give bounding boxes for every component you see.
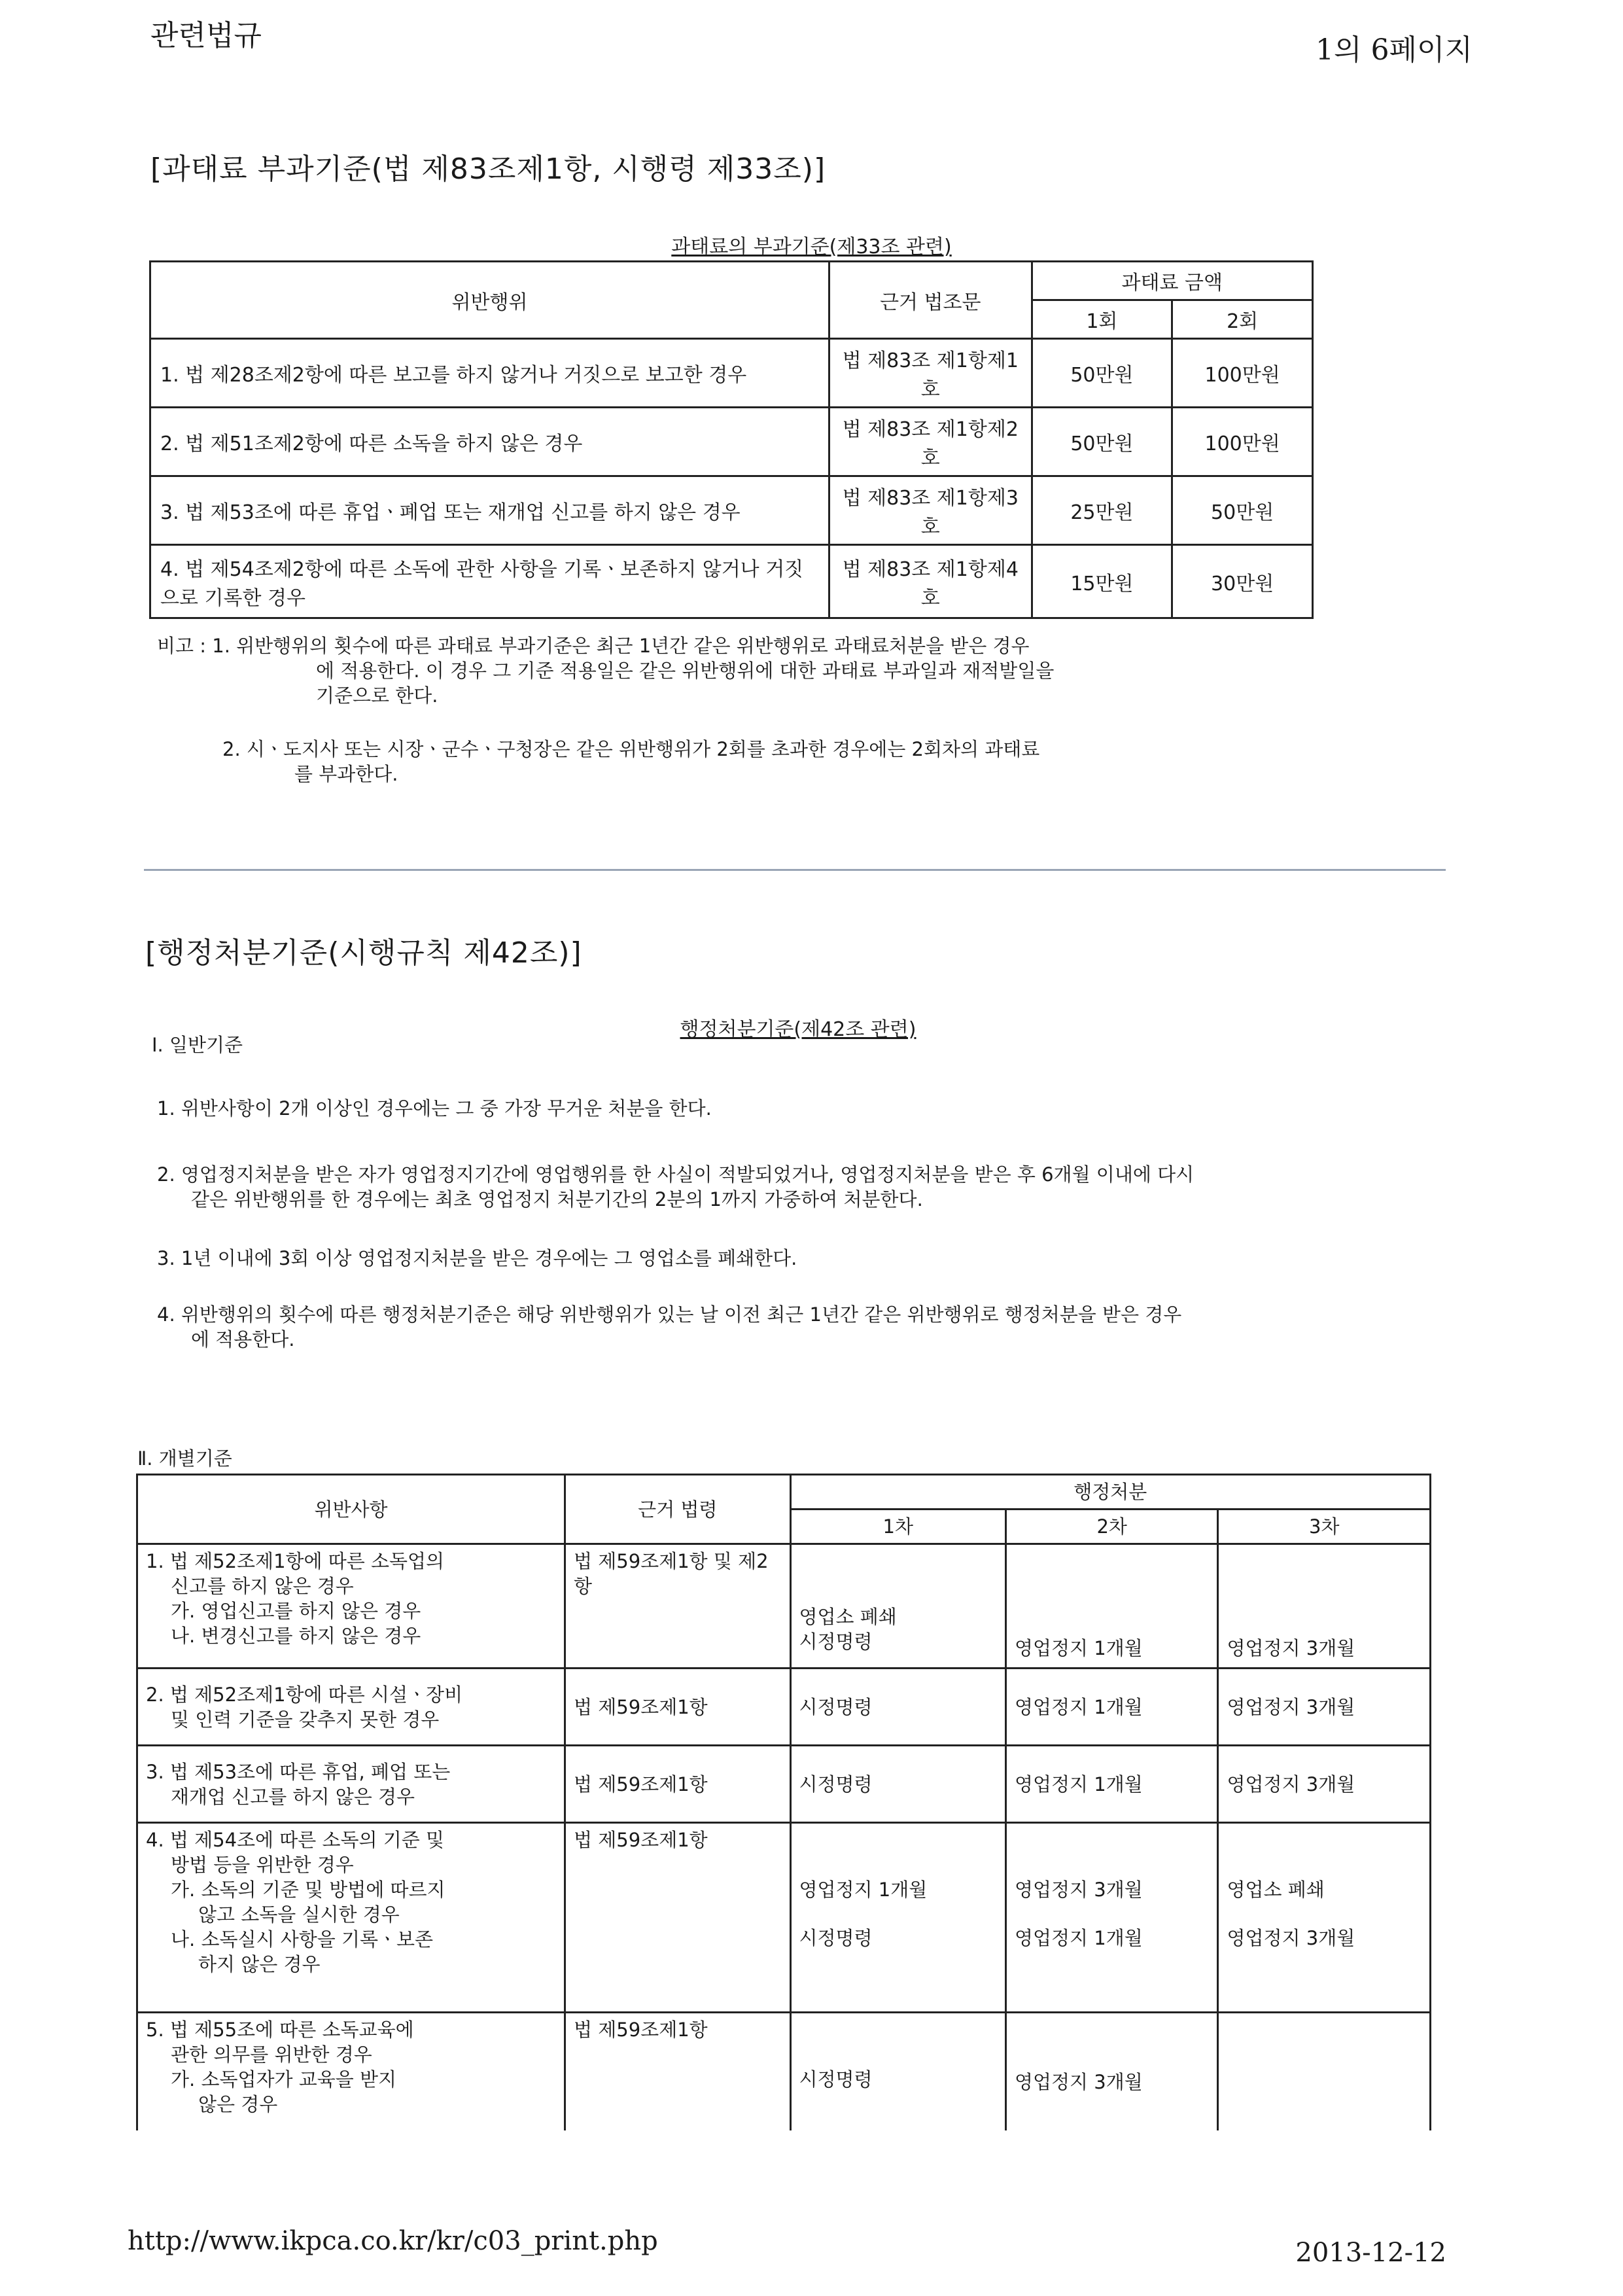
- action-value: 시정명령: [799, 2068, 873, 2091]
- header-second: 2회: [1172, 300, 1313, 339]
- sub-item: 가. 소독업자가 교육을 받지: [171, 2068, 397, 2091]
- action-value: 영업정지 1개월: [1014, 1927, 1143, 1949]
- second-amount-cell: 30만원: [1172, 545, 1313, 618]
- sub-item: 나. 소독실시 사항을 기록ㆍ보존: [171, 1928, 434, 1951]
- basis-cell: 법 제59조제1항: [565, 1669, 790, 1746]
- admin-table-caption: 행정처분기준(제42조 관련): [680, 1018, 916, 1041]
- table-row: [137, 1746, 1431, 1823]
- sub-item: 가. 영업신고를 하지 않은 경우: [171, 1600, 421, 1622]
- action-value: 시정명령: [799, 1927, 873, 1949]
- notes-block: [157, 633, 1054, 786]
- first-amount-cell: 50만원: [1032, 339, 1172, 408]
- table-row: [137, 1669, 1431, 1746]
- first-action-cell: [790, 1823, 1005, 2013]
- note-1-line-1: 1. 위반행위의 횟수에 따른 과태료 부과기준은 최근 1년간 같은 위반행위로 과태료처분을 받은 경우: [212, 635, 1030, 657]
- note-2-line-1: 2. 시ㆍ도지사 또는 시장ㆍ군수ㆍ구청장은 같은 위반행위가 2회를 초과한 경우에는 2회차의 과태료: [222, 738, 1040, 760]
- header-amount: 과태료 금액: [1032, 262, 1312, 300]
- violation-cell: 2. 법 제51조제2항에 따른 소독을 하지 않은 경우: [150, 408, 829, 476]
- violation-line: 5. 법 제55조에 따른 소독교육에: [146, 2019, 414, 2041]
- violation-cell: 4. 법 제54조제2항에 따른 소독에 관한 사항을 기록ㆍ보존하지 않거나 거짓으로 기록한 경우: [150, 545, 829, 618]
- note-1-line-3: 기준으로 한다.: [316, 684, 438, 707]
- footer-url: http://www.ikpca.co.kr/kr/c03_print.php: [128, 2226, 658, 2256]
- action-value: 영업정지 3개월: [1227, 1927, 1355, 1949]
- third-action-cell: 영업정지 3개월: [1218, 1669, 1431, 1746]
- first-action-cell: [790, 2013, 1005, 2130]
- fine-section-title: [과태료 부과기준(법 제83조제1항, 시행령 제33조)]: [150, 152, 826, 186]
- first-action-cell: 시정명령: [790, 1746, 1005, 1823]
- header-violation: 위반사항: [137, 1475, 565, 1544]
- notes-prefix: 비고 :: [157, 635, 213, 657]
- third-action-cell: [1218, 2013, 1431, 2130]
- violation-line: 관한 의무를 위반한 경우: [171, 2043, 372, 2066]
- fine-table-caption: 과태료의 부과기준(제33조 관련): [671, 236, 952, 258]
- general-heading: Ⅰ. 일반기준: [152, 1034, 243, 1056]
- violation-cell: [137, 1669, 565, 1746]
- sub-item: 가. 소독의 기준 및 방법에 따르지: [171, 1879, 445, 1901]
- table-row: [137, 1823, 1431, 2013]
- violation-line: 신고를 하지 않은 경우: [171, 1575, 354, 1597]
- third-action-cell: [1218, 1544, 1431, 1669]
- violation-line: 방법 등을 위반한 경우: [171, 1854, 354, 1876]
- header-first: 1차: [790, 1510, 1005, 1544]
- sub-item: 않고 소독을 실시한 경우: [198, 1903, 400, 1926]
- header-action: 행정처분: [790, 1475, 1431, 1510]
- page-indicator: 1의 6페이지: [1316, 33, 1473, 67]
- header-basis: 근거 법령: [565, 1475, 790, 1544]
- action-value: 영업정지 3개월: [1227, 1637, 1355, 1659]
- general-item-2-line-1: 2. 영업정지처분을 받은 자가 영업정지기간에 영업행위를 한 사실이 적발되었거나, 영업정지처분을 받은 후 6개월 이내에 다시: [157, 1163, 1195, 1186]
- action-value: 영업정지 3개월: [1014, 1879, 1143, 1901]
- table-row: [150, 339, 1313, 408]
- admin-table: [136, 1474, 1431, 2130]
- basis-cell: 법 제59조제1항: [565, 2013, 790, 2130]
- second-action-cell: [1005, 1544, 1217, 1669]
- action-value: 영업소 폐쇄: [1227, 1879, 1325, 1901]
- basis-cell: 법 제83조 제1항제4호: [829, 545, 1032, 618]
- action-value: 시정명령: [799, 1631, 873, 1653]
- violation-line: 1. 법 제52조제1항에 따른 소독업의: [146, 1550, 445, 1572]
- note-2-line-2: 를 부과한다.: [294, 763, 398, 785]
- first-amount-cell: 25만원: [1032, 476, 1172, 545]
- fine-table: [149, 260, 1314, 619]
- general-item-3: 3. 1년 이내에 3회 이상 영업정지처분을 받은 경우에는 그 영업소를 폐쇄한다.: [157, 1247, 797, 1269]
- second-action-cell: 영업정지 1개월: [1005, 1669, 1217, 1746]
- action-value: 영업정지 1개월: [799, 1879, 928, 1901]
- first-action-cell: 시정명령: [790, 1669, 1005, 1746]
- action-value: 영업소 폐쇄: [799, 1606, 897, 1628]
- header-second: 2차: [1005, 1510, 1217, 1544]
- first-amount-cell: 50만원: [1032, 408, 1172, 476]
- violation-cell: 3. 법 제53조에 따른 휴업ㆍ폐업 또는 재개업 신고를 하지 않은 경우: [150, 476, 829, 545]
- note-1-line-2: 에 적용한다. 이 경우 그 기준 적용일은 같은 위반행위에 대한 과태료 부과일과 재적발일을: [316, 660, 1055, 682]
- general-item-2-line-2: 같은 위반행위를 한 경우에는 최초 영업정지 처분기간의 2분의 1까지 가중하여 처분한다.: [191, 1188, 923, 1210]
- third-action-cell: [1218, 1823, 1431, 2013]
- general-item-4-line-2: 에 적용한다.: [191, 1328, 295, 1351]
- action-value: 영업정지 1개월: [1014, 1637, 1143, 1659]
- table-row: [137, 2013, 1431, 2130]
- general-item-4: [157, 1302, 1181, 1352]
- second-amount-cell: 100만원: [1172, 339, 1313, 408]
- sub-item: 하지 않은 경우: [198, 1953, 321, 1975]
- violation-line: 4. 법 제54조에 따른 소독의 기준 및: [146, 1829, 445, 1851]
- violation-cell: 1. 법 제28조제2항에 따른 보고를 하지 않거나 거짓으로 보고한 경우: [150, 339, 829, 408]
- header-third: 3차: [1218, 1510, 1431, 1544]
- admin-section-title: [행정처분기준(시행규칙 제42조)]: [145, 936, 582, 970]
- third-action-cell: 영업정지 3개월: [1218, 1746, 1431, 1823]
- basis-cell: 법 제83조 제1항제1호: [829, 339, 1032, 408]
- header-violation: 위반행위: [150, 262, 829, 339]
- violation-line: 및 인력 기준을 갖추지 못한 경우: [171, 1708, 440, 1731]
- second-action-cell: 영업정지 1개월: [1005, 1746, 1217, 1823]
- violation-cell: [137, 1823, 565, 2013]
- table-row: [150, 408, 1313, 476]
- header-basis: 근거 법조문: [829, 262, 1032, 339]
- header-first: 1회: [1032, 300, 1172, 339]
- basis-cell: 법 제83조 제1항제2호: [829, 408, 1032, 476]
- violation-cell: [137, 1544, 565, 1669]
- violation-line: 3. 법 제53조에 따른 휴업, 폐업 또는: [146, 1760, 451, 1783]
- second-action-cell: [1005, 2013, 1217, 2130]
- second-amount-cell: 100만원: [1172, 408, 1313, 476]
- table-row: [150, 545, 1313, 618]
- general-item-2: [157, 1162, 1194, 1212]
- violation-line: 재개업 신고를 하지 않은 경우: [171, 1785, 415, 1808]
- sub-item: 나. 변경신고를 하지 않은 경우: [171, 1625, 421, 1647]
- violation-cell: [137, 1746, 565, 1823]
- table-row: [150, 476, 1313, 545]
- action-value: 영업정지 3개월: [1014, 2071, 1143, 2093]
- general-item-4-line-1: 4. 위반행위의 횟수에 따른 행정처분기준은 해당 위반행위가 있는 날 이전 최근 1년간 같은 위반행위로 행정처분을 받은 경우: [157, 1303, 1182, 1326]
- table-row: [137, 1544, 1431, 1669]
- basis-cell: 법 제59조제1항: [565, 1746, 790, 1823]
- first-amount-cell: 15만원: [1032, 545, 1172, 618]
- violation-cell: [137, 2013, 565, 2130]
- general-item-1: 1. 위반사항이 2개 이상인 경우에는 그 중 가장 무거운 처분을 한다.: [157, 1097, 712, 1120]
- individual-heading: Ⅱ. 개별기준: [137, 1447, 232, 1470]
- section-divider: [144, 869, 1446, 871]
- basis-cell: 법 제59조제1항: [565, 1823, 790, 2013]
- basis-cell: 법 제59조제1항 및 제2항: [565, 1544, 790, 1669]
- header-category: 관련법규: [150, 19, 262, 52]
- violation-line: 2. 법 제52조제1항에 따른 시설ㆍ장비: [146, 1683, 463, 1706]
- footer-date: 2013-12-12: [1295, 2238, 1446, 2268]
- sub-item: 않은 경우: [198, 2093, 278, 2115]
- first-action-cell: [790, 1544, 1005, 1669]
- basis-cell: 법 제83조 제1항제3호: [829, 476, 1032, 545]
- second-action-cell: [1005, 1823, 1217, 2013]
- second-amount-cell: 50만원: [1172, 476, 1313, 545]
